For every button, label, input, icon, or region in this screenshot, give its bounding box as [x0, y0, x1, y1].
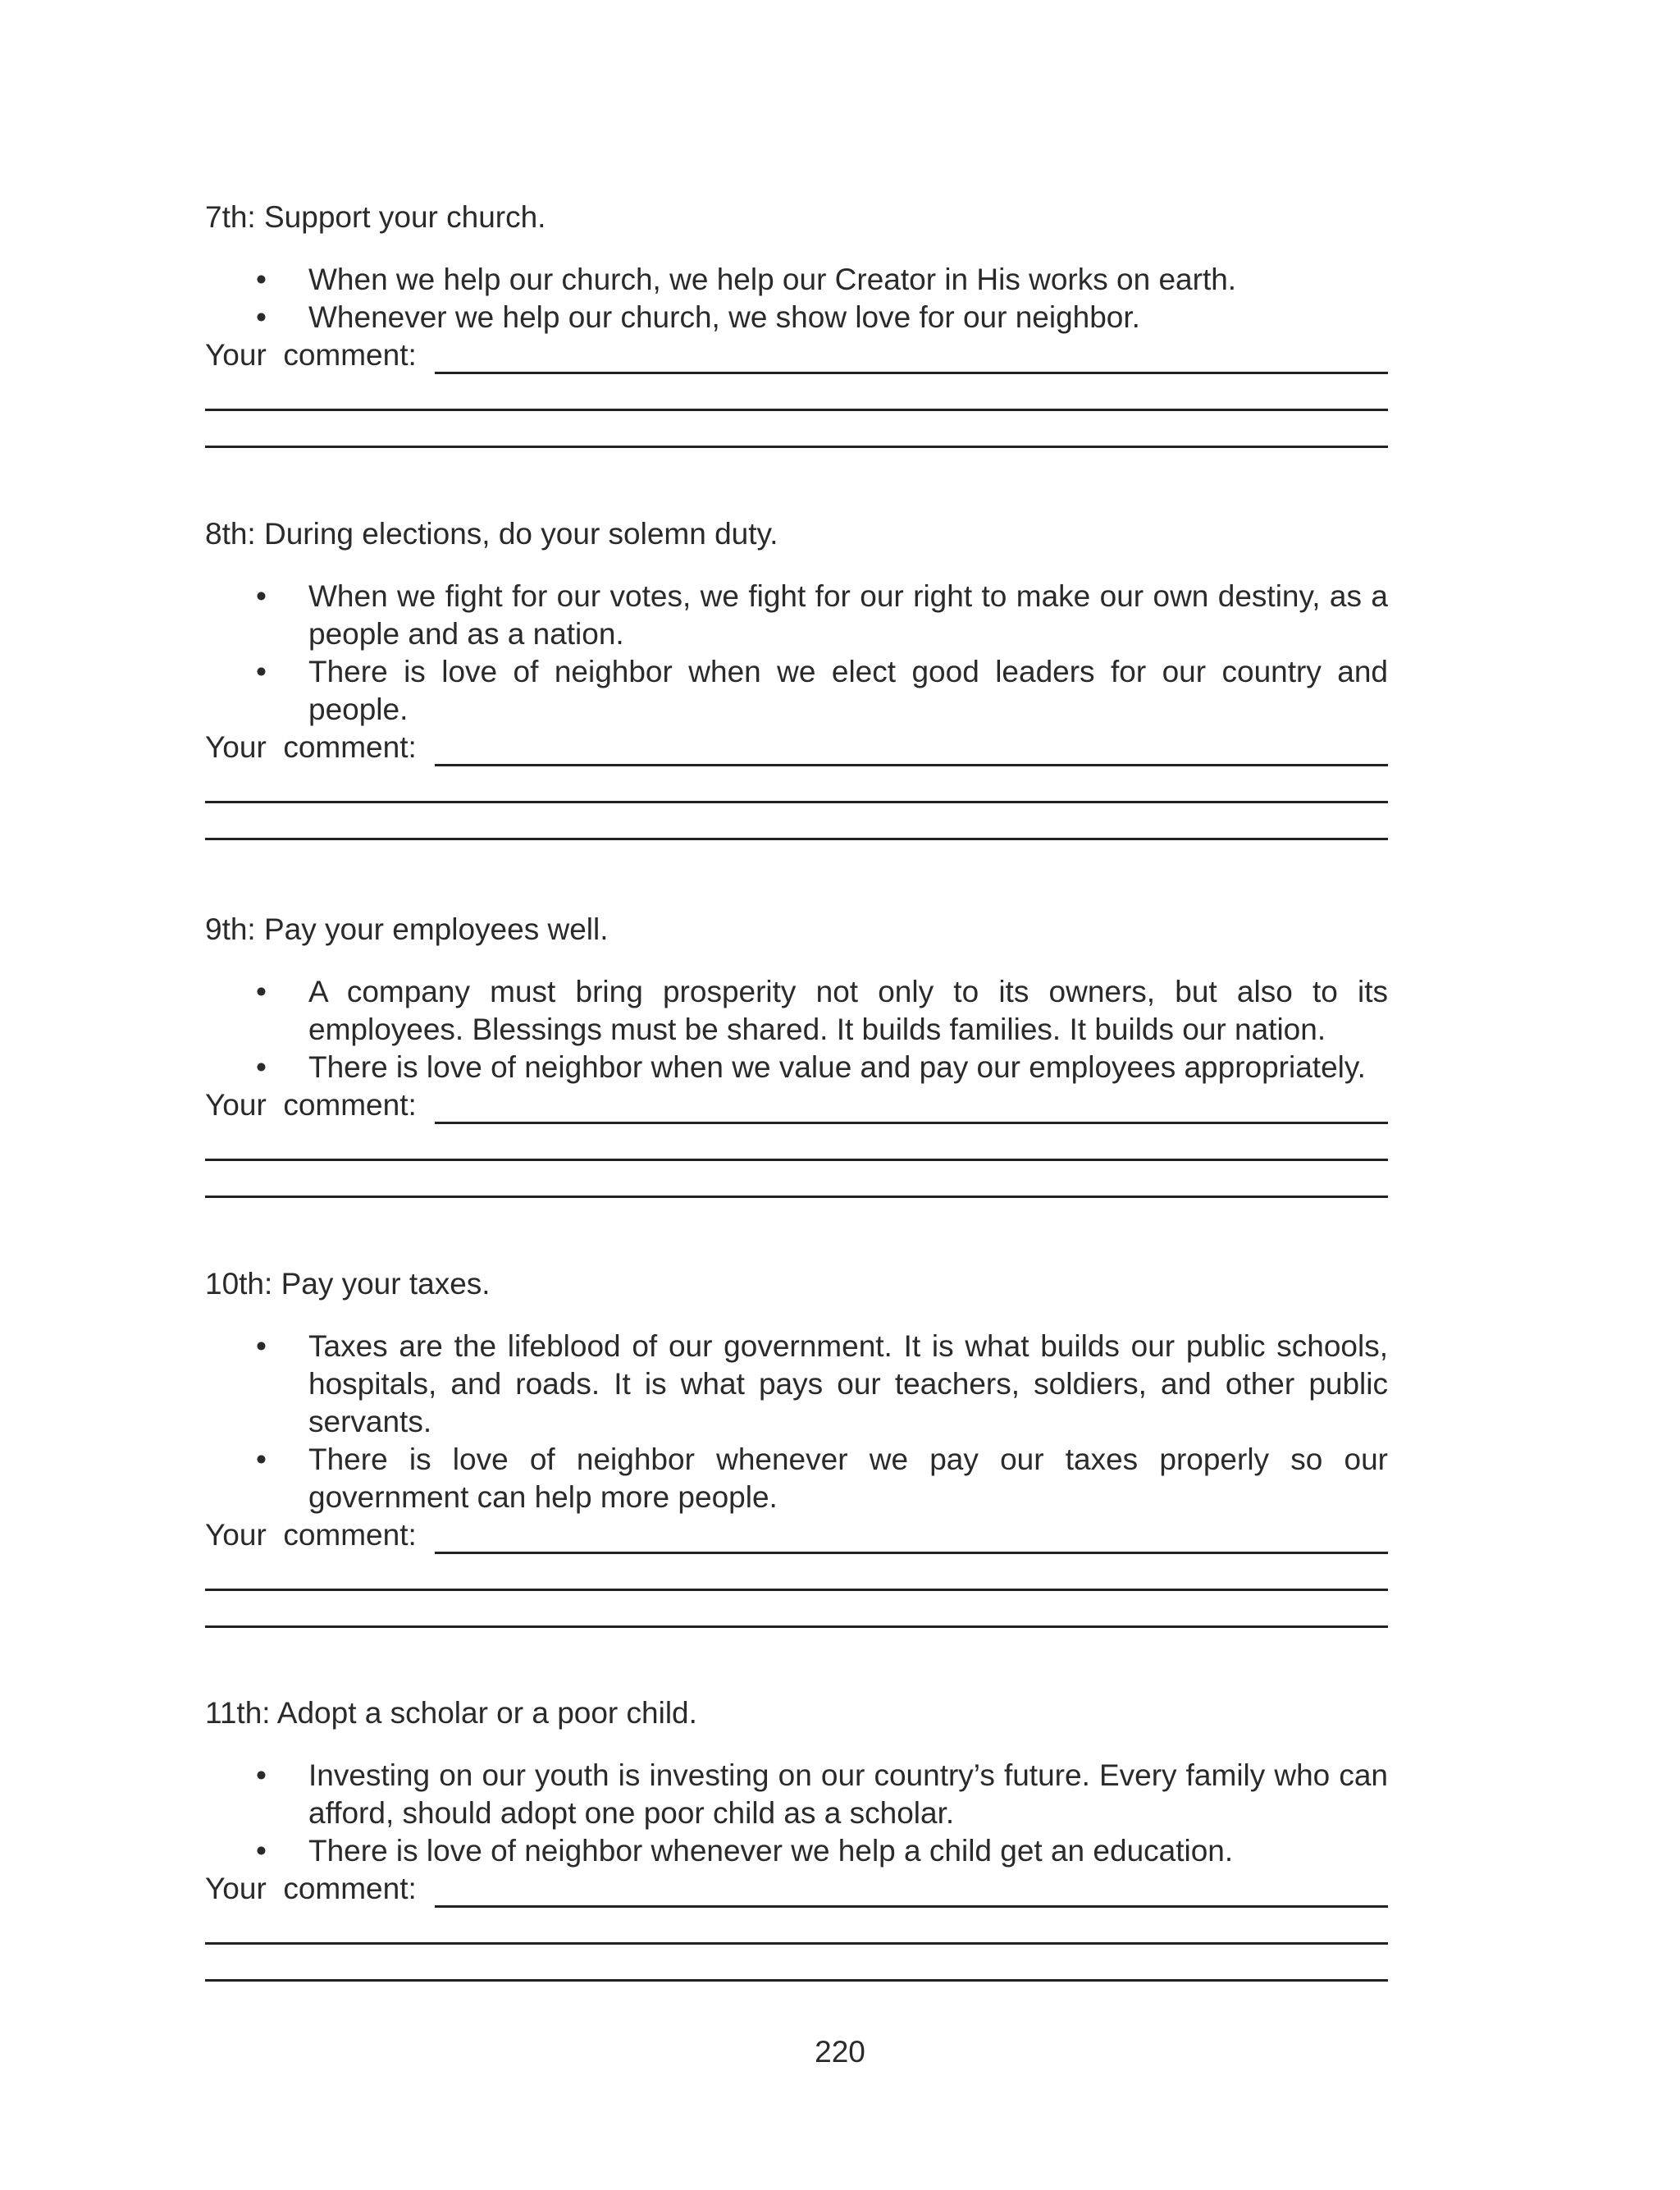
section-heading: 11th: Adopt a scholar or a poor child. — [205, 1696, 697, 1730]
bullet-item — [205, 261, 1388, 299]
bullet-icon: • — [256, 655, 267, 688]
section-8 — [205, 515, 1388, 840]
comment-label: Your comment: — [205, 1518, 417, 1552]
comment-line-2[interactable] — [205, 801, 1388, 803]
bullet-item — [205, 973, 1388, 1049]
comment-line-1[interactable] — [435, 1524, 1388, 1554]
comment-line-2[interactable] — [205, 1589, 1388, 1591]
bullet-list — [205, 1757, 1388, 1870]
section-10 — [205, 1265, 1388, 1628]
comment-line-3[interactable] — [205, 1625, 1388, 1628]
bullet-item — [205, 1049, 1388, 1086]
bullet-icon: • — [256, 1329, 267, 1363]
bullet-text: There is love of neighbor whenever we help a child get an education. — [308, 1834, 1234, 1868]
bullet-icon: • — [256, 975, 267, 1008]
comment-label: Your comment: — [205, 1088, 417, 1122]
bullet-text: When we help our church, we help our Creator in His works on earth. — [308, 263, 1237, 296]
bullet-item — [205, 653, 1388, 729]
bullet-text: A company must bring prosperity not only to its owners, but also to its employees. Blessings must be shared. It builds families. It builds our nation. — [308, 975, 1388, 1046]
bullet-icon: • — [256, 1442, 267, 1476]
bullet-icon: • — [256, 579, 267, 613]
document-page — [205, 0, 1388, 2190]
section-heading: 7th: Support your church. — [205, 200, 546, 234]
bullet-icon: • — [256, 1834, 267, 1868]
bullet-list — [205, 973, 1388, 1086]
comment-row — [205, 1516, 1388, 1554]
comment-row — [205, 729, 1388, 766]
section-heading: 10th: Pay your taxes. — [205, 1267, 491, 1301]
section-7 — [205, 199, 1388, 448]
bullet-text: Taxes are the lifeblood of our government. It is what builds our public schools, hospitals, and roads. It is what pays our teachers, soldiers, and other public servants. — [308, 1329, 1388, 1438]
comment-line-1[interactable] — [435, 1094, 1388, 1124]
section-11 — [205, 1694, 1388, 1982]
bullet-text: When we fight for our votes, we fight for our right to make our own destiny, as a people and as a nation. — [308, 579, 1388, 651]
comment-label: Your comment: — [205, 730, 417, 764]
bullet-icon: • — [256, 300, 267, 334]
comment-line-2[interactable] — [205, 409, 1388, 411]
comment-line-1[interactable] — [435, 1877, 1388, 1908]
section-heading: 8th: During elections, do your solemn duty. — [205, 517, 778, 551]
comment-label: Your comment: — [205, 1872, 417, 1905]
comment-line-3[interactable] — [205, 838, 1388, 840]
comment-line-2[interactable] — [205, 1159, 1388, 1161]
bullet-item — [205, 299, 1388, 336]
comment-line-3[interactable] — [205, 446, 1388, 448]
bullet-item — [205, 578, 1388, 653]
comment-row — [205, 336, 1388, 374]
comment-line-1[interactable] — [435, 344, 1388, 374]
bullet-item — [205, 1328, 1388, 1441]
bullet-text: There is love of neighbor when we elect good leaders for our country and people. — [308, 655, 1388, 726]
section-heading: 9th: Pay your employees well. — [205, 912, 609, 946]
bullet-icon: • — [256, 263, 267, 296]
bullet-text: Whenever we help our church, we show love for our neighbor. — [308, 300, 1140, 334]
bullet-icon: • — [256, 1050, 267, 1084]
comment-label: Your comment: — [205, 338, 417, 372]
bullet-text: Investing on our youth is investing on our country’s future. Every family who can afford, should adopt one poor child as a scholar. — [308, 1758, 1388, 1830]
comment-row — [205, 1086, 1388, 1124]
bullet-item — [205, 1441, 1388, 1516]
bullet-text: There is love of neighbor whenever we pay our taxes properly so our government can help more people. — [308, 1442, 1388, 1514]
bullet-list — [205, 261, 1388, 336]
comment-line-1[interactable] — [435, 736, 1388, 766]
bullet-text: There is love of neighbor when we value and pay our employees appropriately. — [308, 1050, 1366, 1084]
comment-line-3[interactable] — [205, 1196, 1388, 1198]
bullet-list — [205, 578, 1388, 729]
comment-row — [205, 1870, 1388, 1908]
comment-line-2[interactable] — [205, 1942, 1388, 1945]
bullet-list — [205, 1328, 1388, 1516]
page-number: 220 — [815, 2035, 865, 2069]
bullet-item — [205, 1757, 1388, 1832]
section-9 — [205, 911, 1388, 1198]
bullet-item — [205, 1832, 1388, 1870]
comment-line-3[interactable] — [205, 1979, 1388, 1982]
bullet-icon: • — [256, 1758, 267, 1792]
